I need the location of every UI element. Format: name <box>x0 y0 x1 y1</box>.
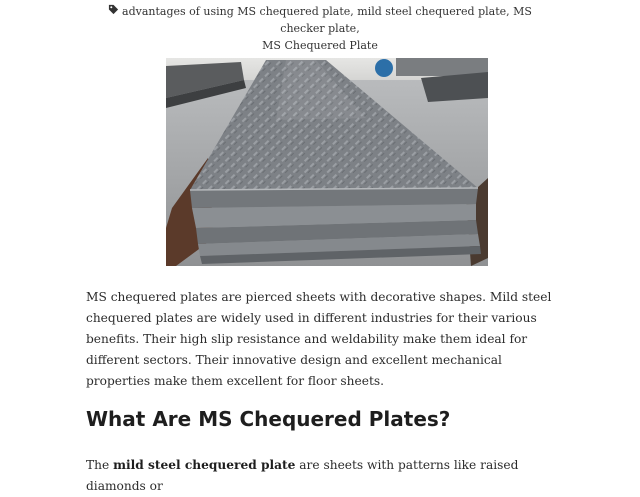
intro-paragraph: MS chequered plates are pierced sheets with decorative shapes. Mild steel chequered plates are widely used in different industries for their various benefits. Their high slip resistance and weldability make them ideal for different sectors. Their innovative design and excellent mechanical properties make them excellent for floor sheets. <box>86 290 552 388</box>
tag-separator: , <box>350 5 358 18</box>
tag-link-advantages[interactable]: advantages of using MS chequered plate <box>122 5 351 18</box>
tag-separator: , <box>506 5 514 18</box>
tag-link-mild-steel-chequered-plate[interactable]: mild steel chequered plate <box>357 5 507 18</box>
tag-icon <box>108 3 119 20</box>
section-heading: What Are MS Chequered Plates? <box>86 407 451 431</box>
post-tags <box>96 3 544 54</box>
steel-plates-photo <box>166 58 488 266</box>
body-paragraph <box>86 455 556 497</box>
tag-link-ms-checker-plate[interactable]: MS checker plate <box>280 5 532 35</box>
tag-link-ms-chequered-plate[interactable]: MS Chequered Plate <box>262 39 378 52</box>
body-text-bold: mild steel chequered plate <box>113 458 296 472</box>
tag-separator: , <box>356 22 360 35</box>
body-text-suffix: are sheets with patterns like raised diamonds or <box>86 458 519 493</box>
body-text-prefix: The <box>86 458 114 472</box>
